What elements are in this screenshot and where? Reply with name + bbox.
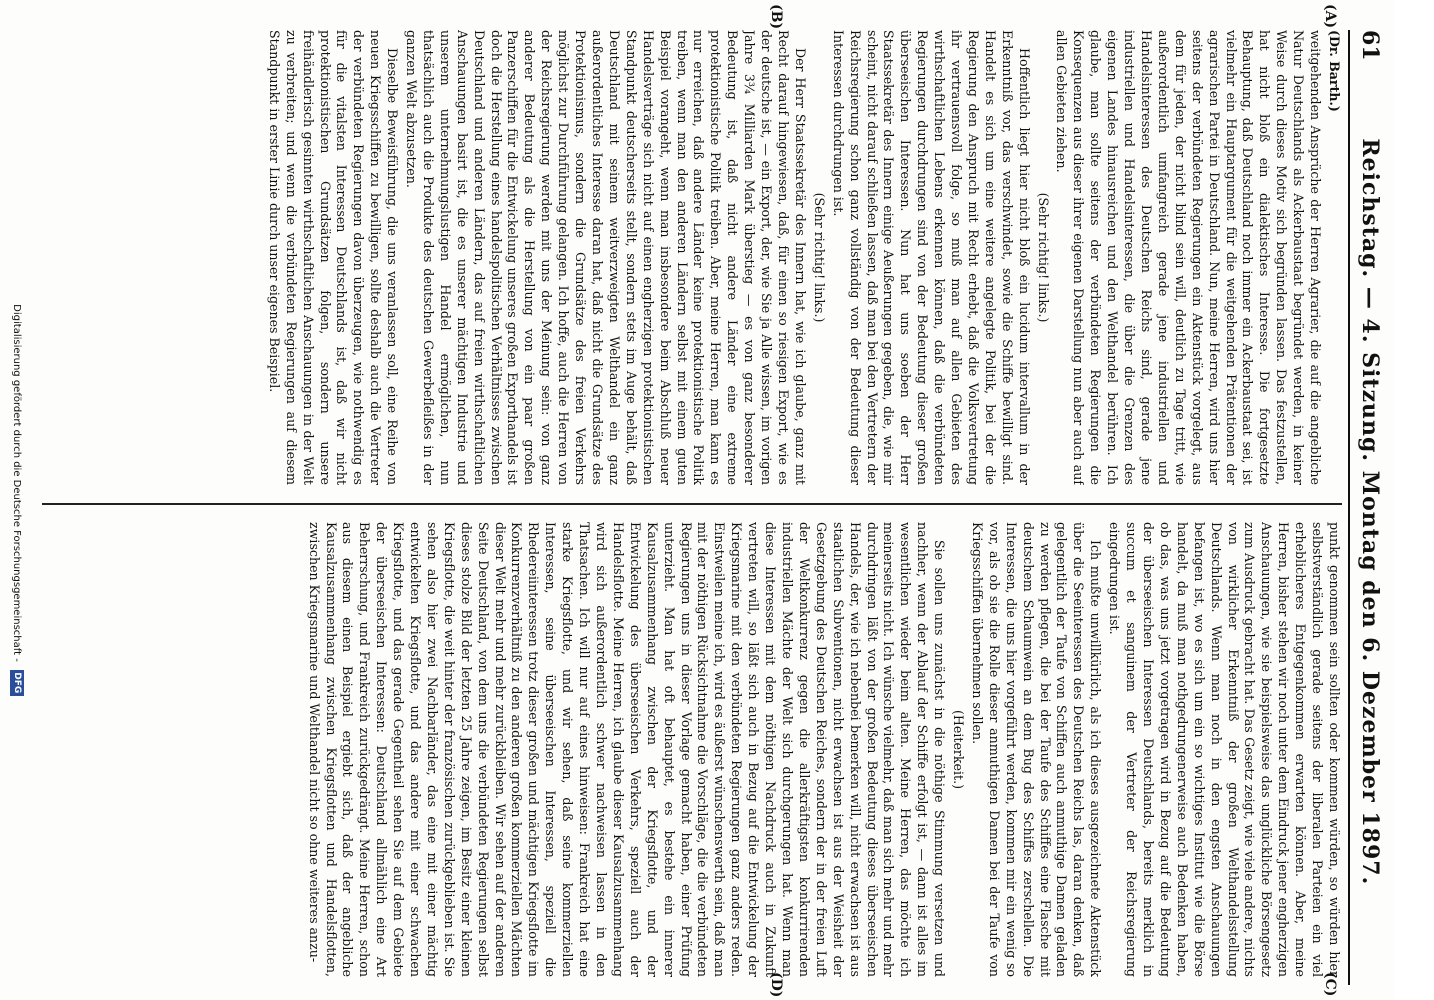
footer xyxy=(5,0,29,1000)
left-column xyxy=(42,30,1342,485)
right-column xyxy=(42,522,1342,977)
page-number: 61 xyxy=(1357,30,1383,61)
paragraph: Sie sollen uns zunächst in die nöthige Stimmung versetzen und nachher, wenn der Ablauf der Schiffe erfolgt ist, — dann ist alles im wesentlichen wieder beim alten. Meine Herren, das möchte ich meinerseits nicht. Ich wünsche vielmehr, daß man sich mehr und mehr durchdringen läßt von der großen Bedeutung dieses überseeischen Handels, der, wie ich nebenbei bemerken will, nicht erwachsen ist aus staatlichen Subventionen, nicht erwachsen ist aus der Weisheit der Gesetzgebung des Deutschen Reiches, sondern der in der freien Luft der Weltkonkurrenz gegen die allerkräftigsten konkurrirenden industriellen Mächte der Welt sich durchgerungen hat. Wenn man diese Interessen mit dem nöthigen Nachdruck auch in Zukunft vertreten will, so läßt sich auch in Bezug auf die Entwickelung der Kriegsmarine mit den verbündeten Regierungen ganz anders reden. Einstweilen meine ich, wird es äußerst wünschenswerth sein, daß man mit der nöthigen Rücksichtnahme die Vorschläge, die die verbündeten Regierungen uns in dieser Vorlage gemacht haben, einer Prüfung unterzieht. Man hat oft behauptet, es bestehe ein innerer Kausalzusammenhang zwischen der Kriegsflotte, und der Entwickelung des überseeischen Verkehrs, speziell auch der Handelsflotte. Meine Herren, ich glaube dieser Kausalzusammenhang wird sich außerordentlich schwer nachweisen lassen in den Thatsachen. Ich will nur auf eines hinweisen: Frankreich hat eine starke Kriegsflotte, und wir sehen, daß seine kommerziellen Interessen, seine überseeischen Interessen, speziell die Rhedereiinteressen trotz dieser großen und mächtigen Kriegsflotte im Konkurrenzverhältniß zu den anderen großen kommerziellen Mächten dieser Welt mehr und mehr zurückbleiben. Wir sehen auf der anderen Seite Deutschland, von dem uns die verbündeten Regierungen selbst dieses stolze Bild der letzten 25 Jahre zeigen, im Besitz einer kleinen Kriegsflotte, die weit hinter der französischen zurückgeblieben ist. Sie sehen also hier zwei Nachbarländer, das eine mit einer mächtig entwickelten Kriegsflotte, und das andere mit einer schwachen Kriegsflotte, und das gerade Gegentheil sehen Sie auf dem Gebiete der überseeischen Interessen: Deutschland allmählich eine Art Beherrschung, und Frankreich zurückgedrängt. Meine Herren, schon aus diesem einen Beispiel ergiebt sich, daß der angebliche Kausalzusammenhang zwischen Kriegsflotten und Handelsflotten, zwischen Kriegsmarine und Welthandel nicht so ohne weiteres anzu- xyxy=(306,522,948,977)
dfg-logo: DFG xyxy=(10,670,24,696)
paragraph: Der Herr Staatssekretär des Innern hat, wie ich glaube, ganz mit Recht darauf hingewiesen, daß, für einen so riesigen Export, wie es der deutsche ist, — ein Export, der, wie Sie ja Alle wissen, im vorigen Jahre 3¾ Milliarden Mark überstieg — es von ganz besonderer Bedeutung ist, daß nicht andere Länder eine extreme protektionistische Politik treiben. Aber, meine Herren, man kann es nur erreichen, daß andere Länder keine protektionistische Politik treiben, wenn man den anderen Ländern selbst mit einem guten Beispiel vorangeht, wenn man insbesondere beim Abschluß neuer Handelsverträge sich nicht auf einen engherzigen protektionistischen Standpunkt deutscherseits stellt, sondern stets im Auge behält, daß Deutschland mit seinem weitverzweigten Welthandel ein ganz außerordentliches Interesse daran hat, daß nicht die Grundsätze des Protektionismus, sondern die Grundsätze des freien Verkehrs möglichst zur Durchführung gelangen. Ich hoffe, auch die Herren von der Reichsregierung werden mit uns der Meinung sein: von ganz anderer Bedeutung als die Herstellung von ein paar großen Panzerschiffen für die Entwickelung unseres großen Exporthandels ist doch die Herstellung eines handelspolitischen Verhältnisses zwischen Deutschland und anderen Ländern, das auf freien wirthschaftlichen Anschauungen basirt ist, die es unserer mächtigen Industrie und unserem unternehmungslustigen Handel ermöglichen, nun thatsächlich auch die Produkte des deutschen Gewerbefleißes in der ganzen Welt abzusetzen. xyxy=(404,30,808,485)
paragraph: Ich mußte unwillkürlich, als ich dieses ausgezeichnete Aktenstück über die Seeinteressen des Deutschen Reichs las, daran denken, daß gelegentlich der Taufe von Schiffen auch anmuthige Damen geladen zu werden pflegen, die bei der Taufe des Schiffes eine Flasche mit deutschem Schaumwein an dem Bug des Schiffes zerschellen. Die Interessen, die uns hier vorgeführt werden, kommen mir ein wenig so vor, als ob sie die Rolle dieser anmuthigen Damen bei der Taufe von Kriegsschiffen übernehmen sollen. xyxy=(969,522,1104,977)
interjection: (Heiterkeit.) xyxy=(951,710,967,789)
paragraph: weitgehenden Ansprüche der Herren Agrarier, die auf die angebliche Natur Deutschlands als Ackerbaustaat begründet werden, in keiner Weise durch dieses Motiv sich begründen lassen. Das festzustellen, hat nicht bloß ein dialektisches Interesse. Die fortgesetzte Behauptung, daß Deutschland noch immer ein Ackerbaustaat sei, ist vielmehr ein Hauptargument für die weitgehenden Prätentionen der agrarischen Partei in Deutschland. Nun, meine Herren, wird uns hier seitens der verbündeten Regierungen ein Aktenstück vorgelegt, aus dem für jeden, der nicht blind sein will, deutlich zu Tage tritt, wie außerordentlich umfangreich gerade jene industriellen und Handelsinteressen des Deutschen Reichs sind, gerade jene industriellen und Handelsinteressen, die über die Grenzen des eigenen Landes hinausreichen und den Welthandel berühren. Ich glaube, man sollte seitens der verbündeten Regierungen die Konsequenzen aus dieser ihrer eigenen Darstellung nun aber auch auf allen Gebieten ziehen. xyxy=(1054,30,1324,485)
margin-marker-d: (D) xyxy=(768,972,784,998)
margin-marker-c: (C) xyxy=(1322,972,1338,997)
page-header xyxy=(1348,30,1390,985)
page-title: Reichstag. — 4. Sitzung. Montag den 6. Dezember 1897. xyxy=(1357,138,1383,886)
paragraph: Dieselbe Beweisführung, die uns veranlassen soll, eine Reihe von neuen Kriegsschiffen zu bewilligen, sollte deshalb auch die Vertreter der verbündeten Regierungen davon überzeugen, wie nothwendig es für die vitalsten Interessen Deutschlands ist, daß wir nicht protektionistischen Grundsätzen folgen, sondern unsere freihändlerisch gesinnten wirthschaftlichen Anschauungen in der Welt zu verbreiten; und wenn die verbündeten Regierungen auf diesem Standpunkt in erster Linie durch unser eigenes Beispiel. xyxy=(266,30,401,485)
paragraph: punkt genommen sein sollten oder kommen würden, so würden hier selbstverständlich gerade seitens der liberalen Parteien ein viel erheblicheres Entgegenkommen erwarten können. Aber, meine Herren, bisher stehen wir noch unter dem Eindruck jener engherzigen Anschauungen, wie sie beispielsweise das unglückliche Börsengesetz zum Ausdruck gebracht hat. Das Gesetz zeigt, wie viele andere, nichts von wirklicher Erkenntniß der großen Welthandelsstellung Deutschlands. Wenn man noch in den engsten Anschauungen befangen ist, wo es sich um ein so wichtiges Institut wie die Börse handelt, da muß man nothgedrungenerweise auch Bedenken haben, ob das, was uns jetzt vorgetragen wird in Bezug auf die Bedeutung der überseeischen Interessen Deutschlands, bereits merklich in succum et sanguinem der Vertreter der Reichsregierung eingedrungen ist. xyxy=(1107,522,1342,977)
interjection: (Sehr richtig! links.) xyxy=(1035,192,1051,323)
paragraph: Hoffentlich liegt hier nicht bloß ein lucidum intervallum in der Erkenntniß vor, das verschwindet, sowie die Schiffe bewilligt sind. Handelt es sich um eine weitere angelegte Politik, bei der die Regierung den Anspruch mit Recht erhebt, daß die Volksvertretung ihr vertrauensvoll folge, so muß man auf allen Gebieten des wirthschaftlichen Lebens erkennen können, daß die verbündeten Regierungen durchdrungen sind von der Bedeutung dieser großen überseeischen Interessen. Nun hat uns soeben der Herr Staatssekretär des Innern einige Aeußerungen gegeben, die, wie mir scheint, nicht darauf schließen lassen, daß man bei den Vertretern der Reichsregierung schon ganz vollständig von der Bedeutung dieser Interessen durchdrungen ist. xyxy=(830,30,1032,485)
interjection: (Sehr richtig! links.) xyxy=(811,192,827,323)
speaker-name: (Dr. Barth.) xyxy=(1327,30,1342,112)
margin-marker-a: (A) xyxy=(1322,4,1338,29)
column-divider xyxy=(42,503,1342,505)
margin-marker-b: (B) xyxy=(768,4,784,30)
digitization-credit: Digitalisierung gefördert durch die Deutsche Forschungsgemeinschaft - xyxy=(11,304,23,662)
